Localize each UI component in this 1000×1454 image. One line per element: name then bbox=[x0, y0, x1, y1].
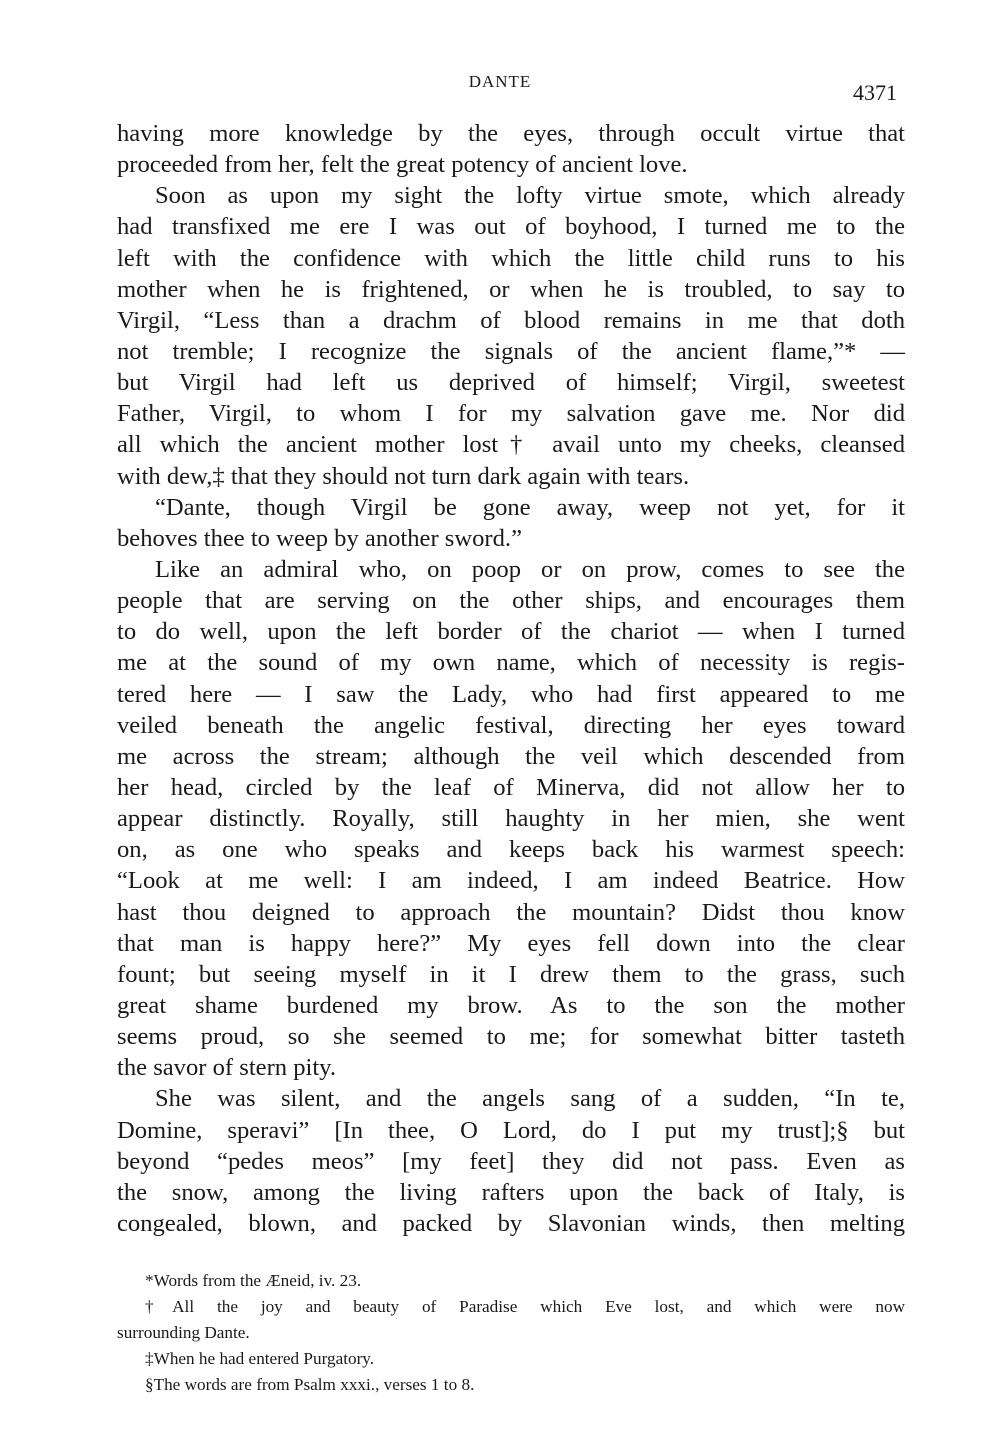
footnote-line: †All the joy and beauty of Paradise which Eve lost, and which were now bbox=[145, 1297, 905, 1316]
text-line: appear distinctly. Royally, still haughty in her mien, she went bbox=[117, 805, 905, 833]
text-line: She was silent, and the angels sang of a sudden, “In te, bbox=[155, 1085, 905, 1113]
footnote-line: §The words are from Psalm xxxi., verses 1 to 8. bbox=[145, 1375, 475, 1394]
text-line: had transfixed me ere I was out of boyhood, I turned me to the bbox=[117, 213, 905, 241]
text-line: Like an admiral who, on poop or on prow, comes to see the bbox=[155, 555, 905, 583]
footnote-line: surrounding Dante. bbox=[117, 1323, 250, 1342]
text-line: tered here — I saw the Lady, who had first appeared to me bbox=[117, 680, 905, 708]
paragraph bbox=[117, 492, 905, 554]
body-text bbox=[117, 118, 905, 1239]
text-line: having more knowledge by the eyes, through occult virtue that bbox=[117, 120, 905, 147]
text-line: but Virgil had left us deprived of himself; Virgil, sweetest bbox=[117, 369, 905, 397]
text-line: great shame burdened my brow. As to the son the mother bbox=[117, 991, 905, 1019]
text-line: congealed, blown, and packed by Slavonian winds, then melting bbox=[117, 1209, 905, 1237]
footnote bbox=[117, 1372, 905, 1398]
text-line: Virgil, “Less than a drachm of blood remains in me that doth bbox=[117, 306, 905, 334]
text-line: proceeded from her, felt the great potency of ancient love. bbox=[117, 151, 688, 179]
footnote-line: *Words from the Æneid, iv. 23. bbox=[145, 1271, 362, 1290]
text-line: not tremble; I recognize the signals of the ancient flame,”* — bbox=[117, 337, 905, 365]
text-line: on, as one who speaks and keeps back his warmest speech: bbox=[117, 836, 905, 864]
text-line: her head, circled by the leaf of Minerva, did not allow her to bbox=[117, 773, 905, 801]
page-number: 4371 bbox=[853, 80, 897, 105]
text-line: veiled beneath the angelic festival, directing her eyes toward bbox=[117, 711, 905, 739]
text-line: mother when he is frightened, or when he is troubled, to say to bbox=[117, 275, 905, 303]
text-line: beyond “pedes meos” [my feet] they did not pass. Even as bbox=[117, 1147, 905, 1175]
text-line: Soon as upon my sight the lofty virtue smote, which already bbox=[155, 182, 905, 210]
text-line: seems proud, so she seemed to me; for somewhat bitter tasteth bbox=[117, 1023, 905, 1051]
text-line: behoves thee to weep by another sword.” bbox=[117, 524, 522, 552]
text-line: me across the stream; although the veil which descended from bbox=[117, 742, 905, 770]
text-line: “Look at me well: I am indeed, I am indeed Beatrice. How bbox=[117, 867, 905, 895]
text-line: hast thou deigned to approach the mountain? Didst thou know bbox=[117, 898, 905, 926]
paragraph bbox=[117, 118, 905, 180]
text-line: fount; but seeing myself in it I drew them to the grass, such bbox=[117, 960, 905, 988]
text-line: people that are serving on the other ships, and encourages them bbox=[117, 587, 905, 615]
footnote bbox=[117, 1346, 905, 1372]
text-line: Father, Virgil, to whom I for my salvation gave me. Nor did bbox=[117, 400, 905, 428]
text-line: all which the ancient mother lost† avail unto my cheeks, cleansed bbox=[117, 431, 905, 459]
footnote-line: ‡When he had entered Purgatory. bbox=[145, 1349, 375, 1368]
paragraph bbox=[117, 1083, 905, 1239]
text-line: the snow, among the living rafters upon the back of Italy, is bbox=[117, 1178, 905, 1206]
footnote bbox=[117, 1268, 905, 1294]
text-line: the savor of stern pity. bbox=[117, 1054, 337, 1082]
text-line: with dew,‡ that they should not turn dark again with tears. bbox=[117, 462, 690, 490]
footnote bbox=[117, 1294, 905, 1346]
text-line: left with the confidence with which the little child runs to his bbox=[117, 244, 905, 272]
text-line: “Dante, though Virgil be gone away, weep not yet, for it bbox=[155, 493, 905, 521]
text-line: that man is happy here?” My eyes fell down into the clear bbox=[117, 929, 905, 957]
paragraph bbox=[117, 180, 905, 491]
text-line: to do well, upon the left border of the chariot — when I turned bbox=[117, 618, 905, 646]
text-line: me at the sound of my own name, which of necessity is regis- bbox=[117, 649, 905, 677]
paragraph bbox=[117, 554, 905, 1083]
running-title: DANTE bbox=[468, 72, 532, 91]
footnotes bbox=[117, 1268, 905, 1398]
text-line: Domine, speravi” [In thee, O Lord, do I put my trust];§ but bbox=[117, 1116, 905, 1144]
